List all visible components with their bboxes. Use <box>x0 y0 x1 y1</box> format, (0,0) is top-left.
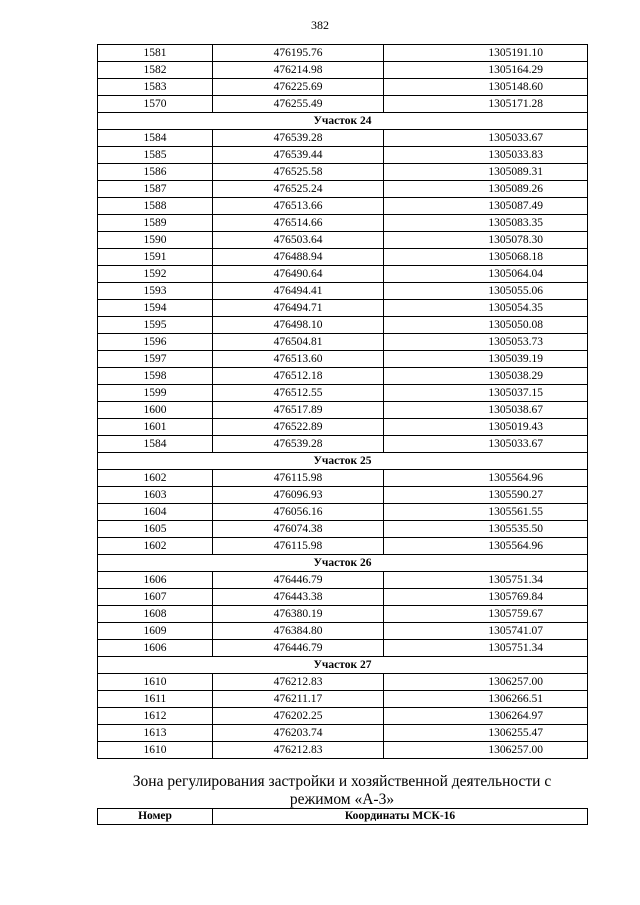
point-number: 1611 <box>98 691 213 708</box>
table-row <box>98 402 588 419</box>
y-coordinate: 1305053.73 <box>384 334 588 351</box>
y-coordinate: 1305089.26 <box>384 181 588 198</box>
point-number: 1584 <box>98 130 213 147</box>
x-coordinate: 476203.74 <box>213 725 384 742</box>
y-coordinate: 1305054.35 <box>384 300 588 317</box>
y-coordinate: 1305083.35 <box>384 215 588 232</box>
y-coordinate: 1305019.43 <box>384 419 588 436</box>
coordinates-table-body <box>98 45 588 759</box>
point-number: 1583 <box>98 79 213 96</box>
y-coordinate: 1306264.97 <box>384 708 588 725</box>
x-coordinate: 476504.81 <box>213 334 384 351</box>
y-coordinate: 1305038.29 <box>384 368 588 385</box>
point-number: 1610 <box>98 742 213 759</box>
table-row <box>98 606 588 623</box>
x-coordinate: 476380.19 <box>213 606 384 623</box>
y-coordinate: 1305039.19 <box>384 351 588 368</box>
page-number: 382 <box>311 18 329 32</box>
table-row <box>98 674 588 691</box>
x-coordinate: 476503.64 <box>213 232 384 249</box>
x-coordinate: 476494.71 <box>213 300 384 317</box>
x-coordinate: 476513.60 <box>213 351 384 368</box>
point-number: 1599 <box>98 385 213 402</box>
table-row <box>98 79 588 96</box>
point-number: 1602 <box>98 470 213 487</box>
x-coordinate: 476514.66 <box>213 215 384 232</box>
y-coordinate: 1305164.29 <box>384 62 588 79</box>
point-number: 1606 <box>98 640 213 657</box>
x-coordinate: 476446.79 <box>213 640 384 657</box>
table-row <box>98 538 588 555</box>
table-row <box>98 691 588 708</box>
y-coordinate: 1305535.50 <box>384 521 588 538</box>
point-number: 1592 <box>98 266 213 283</box>
x-coordinate: 476255.49 <box>213 96 384 113</box>
point-number: 1591 <box>98 249 213 266</box>
x-coordinate: 476212.83 <box>213 742 384 759</box>
point-number: 1594 <box>98 300 213 317</box>
section-row <box>98 113 588 130</box>
y-coordinate: 1306266.51 <box>384 691 588 708</box>
point-number: 1604 <box>98 504 213 521</box>
y-coordinate: 1305078.30 <box>384 232 588 249</box>
x-coordinate: 476384.80 <box>213 623 384 640</box>
x-coordinate: 476494.41 <box>213 283 384 300</box>
y-coordinate: 1305759.67 <box>384 606 588 623</box>
x-coordinate: 476539.28 <box>213 130 384 147</box>
y-coordinate: 1305171.28 <box>384 96 588 113</box>
table-row <box>98 317 588 334</box>
y-coordinate: 1305751.34 <box>384 640 588 657</box>
point-number: 1598 <box>98 368 213 385</box>
table-row <box>98 45 588 62</box>
y-coordinate: 1305148.60 <box>384 79 588 96</box>
table-row <box>98 385 588 402</box>
table-row <box>98 725 588 742</box>
y-coordinate: 1305064.04 <box>384 266 588 283</box>
section-title: Участок 27 <box>98 657 588 674</box>
x-coordinate: 476517.89 <box>213 402 384 419</box>
y-coordinate: 1305033.83 <box>384 147 588 164</box>
point-number: 1587 <box>98 181 213 198</box>
section-row <box>98 657 588 674</box>
table-row <box>98 572 588 589</box>
x-coordinate: 476512.18 <box>213 368 384 385</box>
x-coordinate: 476490.64 <box>213 266 384 283</box>
point-number: 1582 <box>98 62 213 79</box>
point-number: 1607 <box>98 589 213 606</box>
x-coordinate: 476488.94 <box>213 249 384 266</box>
point-number: 1609 <box>98 623 213 640</box>
y-coordinate: 1305191.10 <box>384 45 588 62</box>
x-coordinate: 476446.79 <box>213 572 384 589</box>
table-row <box>98 351 588 368</box>
table-row <box>98 147 588 164</box>
table-row <box>98 419 588 436</box>
table-row <box>98 368 588 385</box>
x-coordinate: 476513.66 <box>213 198 384 215</box>
table-row <box>98 232 588 249</box>
point-number: 1608 <box>98 606 213 623</box>
point-number: 1600 <box>98 402 213 419</box>
x-coordinate: 476115.98 <box>213 538 384 555</box>
point-number: 1601 <box>98 419 213 436</box>
x-coordinate: 476115.98 <box>213 470 384 487</box>
point-number: 1610 <box>98 674 213 691</box>
table-row <box>98 62 588 79</box>
point-number: 1613 <box>98 725 213 742</box>
table-row <box>98 96 588 113</box>
table-row <box>98 334 588 351</box>
section-title: Участок 26 <box>98 555 588 572</box>
x-coordinate: 476211.17 <box>213 691 384 708</box>
y-coordinate: 1306257.00 <box>384 674 588 691</box>
table-row <box>98 249 588 266</box>
table-row <box>98 470 588 487</box>
table-row <box>98 640 588 657</box>
table-row <box>98 164 588 181</box>
point-number: 1593 <box>98 283 213 300</box>
x-coordinate: 476443.38 <box>213 589 384 606</box>
table-row <box>98 623 588 640</box>
point-number: 1585 <box>98 147 213 164</box>
header-coordinates: Координаты МСК-16 <box>213 809 588 825</box>
x-coordinate: 476525.24 <box>213 181 384 198</box>
x-coordinate: 476539.44 <box>213 147 384 164</box>
point-number: 1581 <box>98 45 213 62</box>
y-coordinate: 1305055.06 <box>384 283 588 300</box>
table-row <box>98 708 588 725</box>
table-row <box>98 742 588 759</box>
y-coordinate: 1305033.67 <box>384 436 588 453</box>
y-coordinate: 1305564.96 <box>384 470 588 487</box>
x-coordinate: 476498.10 <box>213 317 384 334</box>
x-coordinate: 476056.16 <box>213 504 384 521</box>
section-row <box>98 555 588 572</box>
table-row <box>98 436 588 453</box>
x-coordinate: 476212.83 <box>213 674 384 691</box>
y-coordinate: 1306255.47 <box>384 725 588 742</box>
x-coordinate: 476096.93 <box>213 487 384 504</box>
coordinates-table <box>97 44 588 759</box>
table-row <box>98 504 588 521</box>
x-coordinate: 476202.25 <box>213 708 384 725</box>
y-coordinate: 1305089.31 <box>384 164 588 181</box>
table-row <box>98 181 588 198</box>
section-row <box>98 453 588 470</box>
point-number: 1605 <box>98 521 213 538</box>
y-coordinate: 1305087.49 <box>384 198 588 215</box>
y-coordinate: 1305769.84 <box>384 589 588 606</box>
x-coordinate: 476225.69 <box>213 79 384 96</box>
y-coordinate: 1305564.96 <box>384 538 588 555</box>
y-coordinate: 1305033.67 <box>384 130 588 147</box>
y-coordinate: 1305590.27 <box>384 487 588 504</box>
table-row <box>98 198 588 215</box>
x-coordinate: 476195.76 <box>213 45 384 62</box>
y-coordinate: 1306257.00 <box>384 742 588 759</box>
table-row <box>98 300 588 317</box>
point-number: 1595 <box>98 317 213 334</box>
table-row <box>98 266 588 283</box>
x-coordinate: 476525.58 <box>213 164 384 181</box>
x-coordinate: 476539.28 <box>213 436 384 453</box>
y-coordinate: 1305751.34 <box>384 572 588 589</box>
x-coordinate: 476074.38 <box>213 521 384 538</box>
table-row <box>98 487 588 504</box>
point-number: 1597 <box>98 351 213 368</box>
point-number: 1586 <box>98 164 213 181</box>
point-number: 1596 <box>98 334 213 351</box>
point-number: 1589 <box>98 215 213 232</box>
x-coordinate: 476512.55 <box>213 385 384 402</box>
point-number: 1584 <box>98 436 213 453</box>
table-row <box>98 589 588 606</box>
point-number: 1606 <box>98 572 213 589</box>
point-number: 1590 <box>98 232 213 249</box>
table-row <box>98 130 588 147</box>
zone-heading-line-1: Зона регулирования застройки и хозяйственной деятельности с <box>132 773 552 790</box>
y-coordinate: 1305068.18 <box>384 249 588 266</box>
zone-heading-line-2: режимом «А-3» <box>289 791 395 808</box>
point-number: 1603 <box>98 487 213 504</box>
table-row <box>98 215 588 232</box>
zone-coordinates-table-header <box>97 808 588 825</box>
point-number: 1588 <box>98 198 213 215</box>
y-coordinate: 1305561.55 <box>384 504 588 521</box>
point-number: 1570 <box>98 96 213 113</box>
y-coordinate: 1305037.15 <box>384 385 588 402</box>
zone-heading <box>97 773 587 809</box>
point-number: 1602 <box>98 538 213 555</box>
y-coordinate: 1305050.08 <box>384 317 588 334</box>
section-title: Участок 24 <box>98 113 588 130</box>
table-row <box>98 283 588 300</box>
y-coordinate: 1305038.67 <box>384 402 588 419</box>
y-coordinate: 1305741.07 <box>384 623 588 640</box>
table-row <box>98 521 588 538</box>
section-title: Участок 25 <box>98 453 588 470</box>
point-number: 1612 <box>98 708 213 725</box>
header-row <box>98 809 588 825</box>
header-number: Номер <box>98 809 213 825</box>
x-coordinate: 476522.89 <box>213 419 384 436</box>
x-coordinate: 476214.98 <box>213 62 384 79</box>
